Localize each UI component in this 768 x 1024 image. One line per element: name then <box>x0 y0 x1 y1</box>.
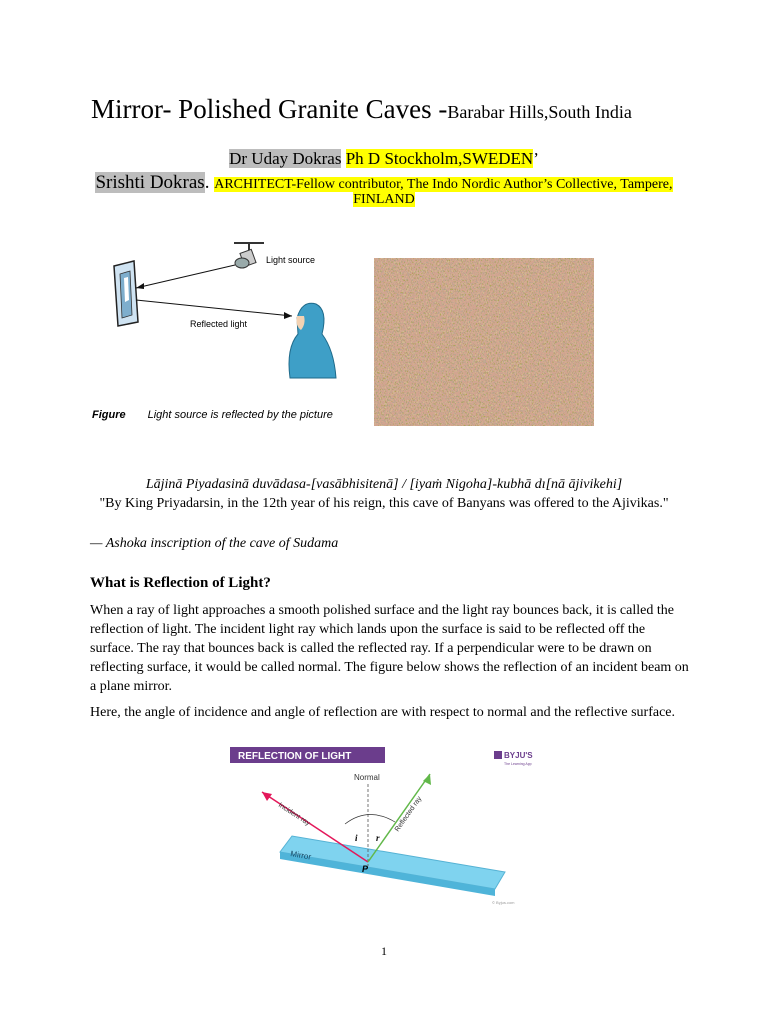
caption-label: Figure <box>92 409 126 421</box>
author-sep: . <box>204 172 215 193</box>
page-number: 1 <box>381 944 387 958</box>
reflected-ray-label: Reflected ray <box>393 795 424 834</box>
incident-ray <box>136 265 235 288</box>
diagram-banner-text: REFLECTION OF LIGHT <box>238 751 352 762</box>
mirror-label: Mirror <box>289 849 312 862</box>
reflected-ray <box>136 300 292 316</box>
title-subtitle: Barabar Hills,South India <box>447 102 632 122</box>
brand-logo <box>494 751 533 766</box>
page-title <box>91 94 632 125</box>
inscription-translation: "By King Priyadarsin, in the 12th year of his reign, this cave of Banyans was offered to the Ajivikas." <box>99 496 669 511</box>
point-p-label: P <box>362 864 369 874</box>
author-line-3 <box>0 192 768 208</box>
section-heading: What is Reflection of Light? <box>90 575 271 591</box>
angle-r-label: r <box>376 833 380 843</box>
watermark: © Byjus.com <box>492 900 515 905</box>
inscription-attribution: — Ashoka inscription of the cave of Sudama <box>90 536 339 551</box>
author-name-2: Srishti Dokras <box>95 172 205 193</box>
incident-ray-label: Incident ray <box>276 801 312 828</box>
title-main: Mirror- Polished Granite Caves - <box>91 94 448 124</box>
normal-label: Normal <box>354 773 380 782</box>
author-degree: Ph D Stockholm,SWEDEN <box>345 149 534 168</box>
author-name-1: Dr Uday Dokras <box>229 149 342 168</box>
angle-i-label: i <box>355 833 358 843</box>
angle-arc <box>345 814 395 824</box>
paragraph-1: When a ray of light approaches a smooth polished surface and the light ray bounces back, it is called the reflection of light. The incident light ray which lands upon the surface is said to be reflected off the surface. The ray that bounces back is called the reflected ray. If a perpendicular were to be drawn on reflecting surface, it would be called normal. The figure below shows the reflection of an incident beam on a plane mirror. <box>90 603 689 694</box>
reflection-figure <box>92 238 374 428</box>
picture-frame <box>114 261 138 326</box>
author-line-1 <box>0 149 768 169</box>
reflection-diagram <box>230 744 533 909</box>
svg-text:BYJU'S: BYJU'S <box>504 751 533 760</box>
figure-caption <box>92 409 333 421</box>
caption-text: Light source is reflected by the picture <box>147 409 333 421</box>
author-affiliation-country: FINLAND <box>353 192 415 207</box>
author-affiliation: ARCHITECT-Fellow contributor, The Indo Nordic Author’s Collective, Tampere, <box>214 177 673 192</box>
person-figure <box>289 303 336 378</box>
light-source-label: Light source <box>266 255 316 265</box>
reflected-light-label: Reflected light <box>190 319 248 329</box>
lamp-icon <box>235 249 256 268</box>
author-suffix: ’ <box>533 149 539 168</box>
reflected-ray-line <box>368 774 430 862</box>
inscription-transliteration: Lājinā Piyadasinā duvādasa-[vasābhisitenā] / [iyaṁ Nigoha]-kubhā dı[nā ājivikehi] <box>145 477 623 492</box>
svg-text:The Learning App: The Learning App <box>504 762 532 766</box>
granite-texture-image <box>374 258 594 426</box>
paragraph-2: Here, the angle of incidence and angle of reflection are with respect to normal and the reflective surface. <box>90 705 675 720</box>
